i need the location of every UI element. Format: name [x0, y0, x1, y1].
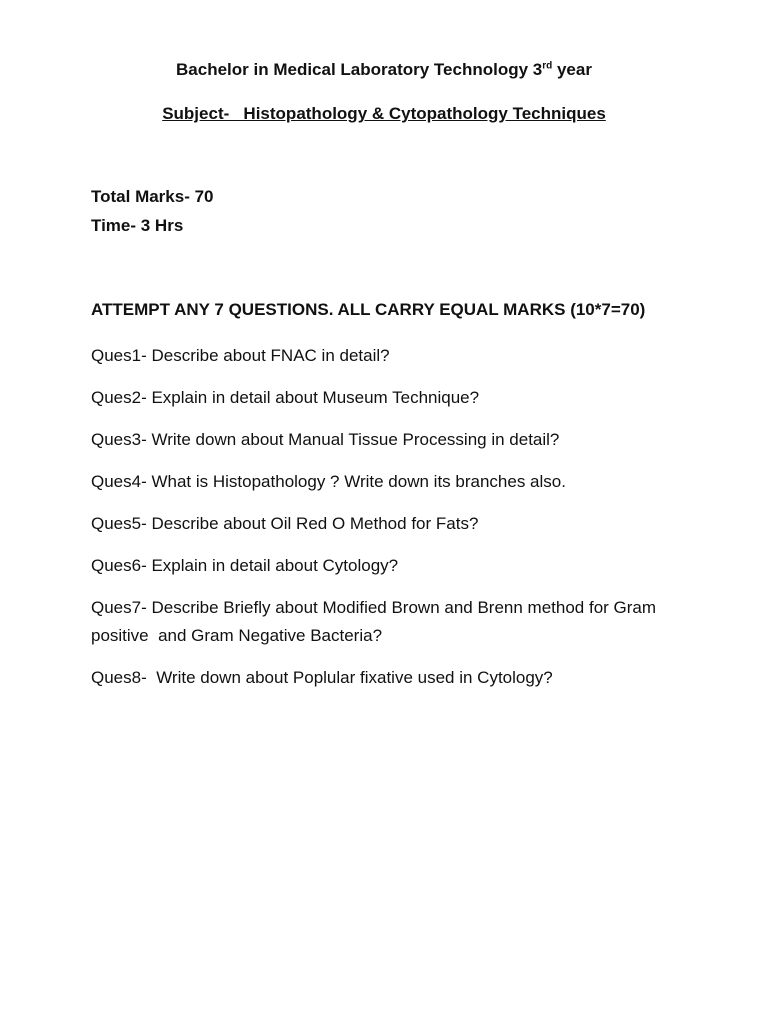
question-item: Ques5- Describe about Oil Red O Method for Fats?	[91, 514, 479, 533]
subject-heading: Subject- Histopathology & Cytopathology Techniques	[162, 104, 606, 123]
question-item: Ques3- Write down about Manual Tissue Processing in detail?	[91, 430, 560, 449]
title-main: Bachelor in Medical Laboratory Technology 3	[176, 60, 543, 79]
question-item: Ques1- Describe about FNAC in detail?	[91, 346, 390, 365]
page-title	[0, 60, 768, 80]
time-allowed: Time- 3 Hrs	[91, 216, 184, 235]
instructions: ATTEMPT ANY 7 QUESTIONS. ALL CARRY EQUAL MARKS (10*7=70)	[91, 300, 646, 319]
title-superscript: rd	[542, 60, 553, 72]
question-item: Ques4- What is Histopathology ? Write down its branches also.	[91, 472, 566, 491]
total-marks: Total Marks- 70	[91, 187, 214, 206]
question-item: Ques8- Write down about Poplular fixative used in Cytology?	[91, 668, 553, 687]
question-item: Ques6- Explain in detail about Cytology?	[91, 556, 399, 575]
question-item: Ques7- Describe Briefly about Modified Brown and Brenn method for Gram positive and Gram Negative Bacteria?	[91, 598, 661, 645]
question-list	[91, 342, 691, 706]
title-tail: year	[552, 60, 592, 79]
question-item: Ques2- Explain in detail about Museum Technique?	[91, 388, 480, 407]
